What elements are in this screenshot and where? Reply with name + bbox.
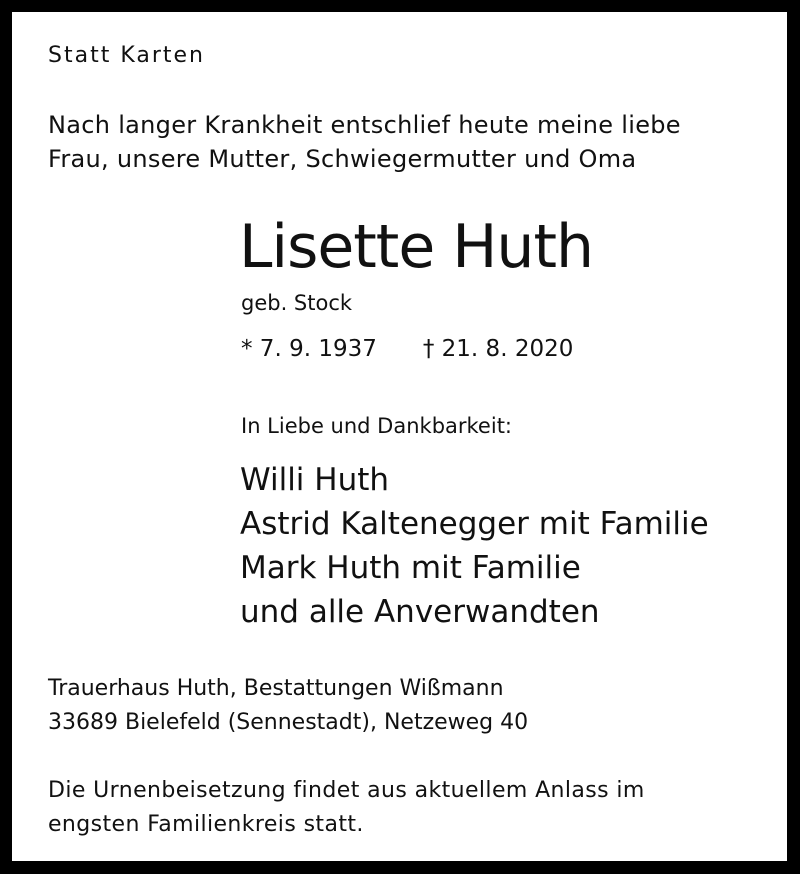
birth-date: * 7. 9. 1937	[241, 336, 377, 362]
note-line: engsten Familienkreis statt.	[48, 812, 364, 837]
mourners-list	[240, 458, 709, 634]
mourner-entry: und alle Anverwandten	[240, 594, 600, 630]
mourner-entry: Astrid Kaltenegger mit Familie	[240, 506, 709, 542]
obituary-notice	[12, 12, 787, 861]
deceased-name: Lisette Huth	[239, 212, 594, 282]
header-text: Statt Karten	[48, 43, 205, 68]
funeral-line: 33689 Bielefeld (Sennestadt), Netzeweg 40	[48, 710, 529, 735]
mourner-entry: Mark Huth mit Familie	[240, 550, 581, 586]
intro-line: Frau, unsere Mutter, Schwiegermutter und Oma	[48, 145, 637, 173]
funeral-home-address	[48, 672, 528, 740]
life-dates	[241, 332, 573, 366]
funeral-line: Trauerhaus Huth, Bestattungen Wißmann	[48, 676, 504, 701]
intro-text	[48, 108, 681, 176]
intro-line: Nach langer Krankheit entschlief heute meine liebe	[48, 111, 681, 139]
birth-name: geb. Stock	[241, 291, 353, 315]
death-date: † 21. 8. 2020	[422, 336, 574, 362]
thanks-text: In Liebe und Dankbarkeit:	[241, 414, 513, 438]
burial-note	[48, 774, 645, 842]
note-line: Die Urnenbeisetzung findet aus aktuellem Anlass im	[48, 778, 645, 803]
mourner-entry: Willi Huth	[240, 462, 390, 498]
